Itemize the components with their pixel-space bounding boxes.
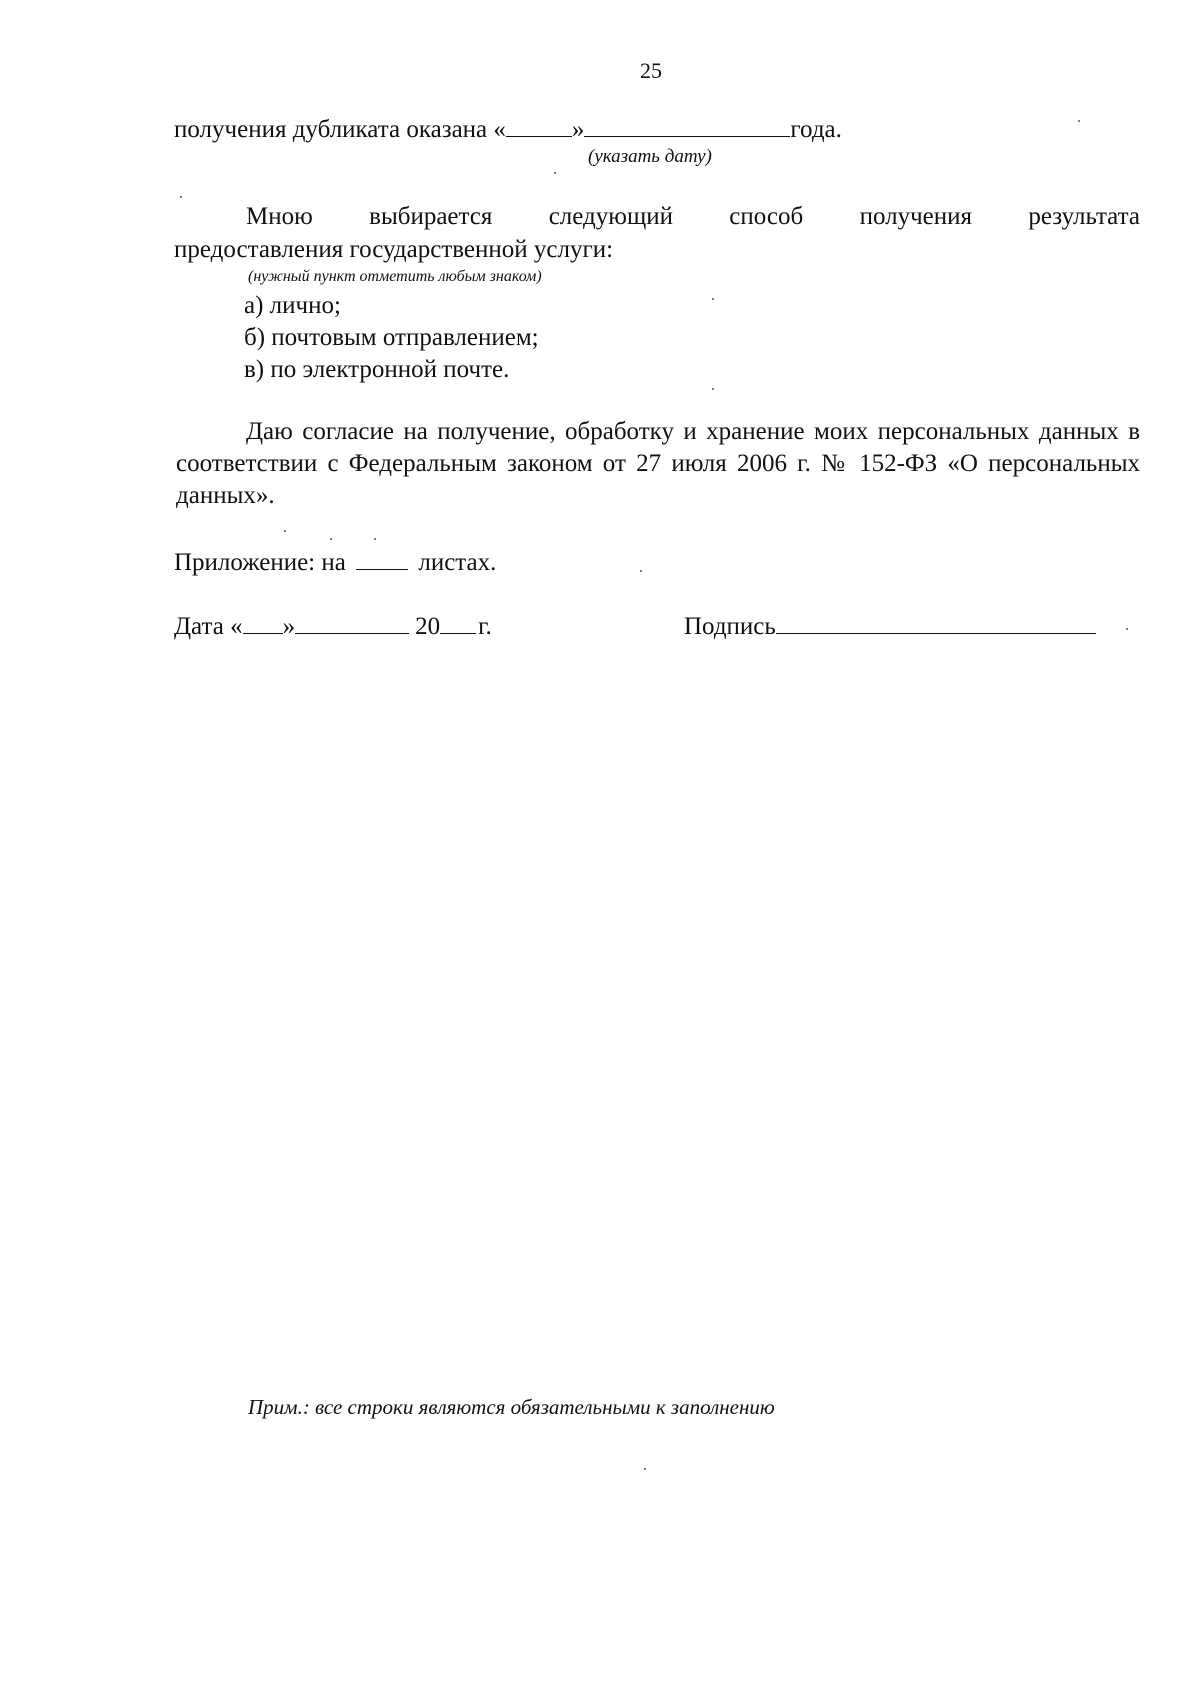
attachment-suffix: листах. (418, 549, 497, 576)
date-quote-close: » (282, 613, 296, 640)
scan-speck (374, 538, 376, 540)
date-line (174, 611, 492, 642)
attachment-line (174, 547, 496, 578)
signature-blank[interactable] (776, 611, 1096, 634)
year-suffix: г. (478, 613, 492, 640)
option-personally[interactable]: а) лично; (244, 292, 341, 319)
duplicate-line (174, 114, 842, 145)
month-blank[interactable] (584, 114, 790, 137)
method-word: выбирается (369, 203, 493, 230)
footnote: Прим.: все строки являются обязательными к заполнению (248, 1395, 775, 1419)
date-day-blank[interactable] (243, 611, 283, 634)
attachment-prefix: Приложение: на (174, 549, 346, 576)
signature-label: Подпись (684, 613, 776, 640)
duplicate-line-prefix: получения дубликата оказана « (174, 116, 506, 143)
date-hint: (указать дату) (588, 146, 712, 167)
day-blank[interactable] (506, 114, 572, 137)
scan-speck (712, 388, 714, 390)
method-word: следующий (548, 203, 673, 230)
scan-speck (284, 530, 286, 532)
method-word: получения (859, 203, 973, 230)
sheet-count-blank[interactable] (356, 547, 408, 570)
date-month-blank[interactable] (295, 611, 409, 634)
consent-paragraph: Даю согласие на получение, обработку и хранение моих персональных данных в соответствии с Федеральным законом от 27 июля 2006 г. № 152-ФЗ «О персональных данных». (176, 418, 1140, 509)
scan-speck (180, 196, 182, 198)
duplicate-line-suffix: года. (790, 116, 842, 143)
method-word: результата (1028, 203, 1140, 230)
scan-speck (330, 538, 332, 540)
page-number: 25 (640, 58, 662, 83)
scan-speck (712, 298, 714, 300)
method-word: Мною (246, 203, 313, 230)
year-prefix: 20 (415, 613, 441, 640)
option-email[interactable]: в) по электронной почте. (244, 356, 510, 383)
scan-speck (554, 172, 556, 174)
scan-speck (1078, 120, 1080, 122)
method-hint: (нужный пункт отметить любым знаком) (248, 268, 542, 285)
signature-line (684, 611, 1096, 642)
date-prefix: Дата « (174, 613, 243, 640)
method-second-line: предоставления государственной услуги: (174, 236, 614, 263)
year-blank[interactable] (440, 611, 476, 634)
option-post[interactable]: б) почтовым отправлением; (244, 324, 539, 351)
scan-speck (644, 1468, 646, 1470)
scan-speck (640, 570, 642, 572)
scan-speck (1126, 628, 1128, 630)
method-first-line (176, 202, 1140, 232)
duplicate-quote-close: » (571, 116, 585, 143)
method-word: способ (729, 203, 804, 230)
